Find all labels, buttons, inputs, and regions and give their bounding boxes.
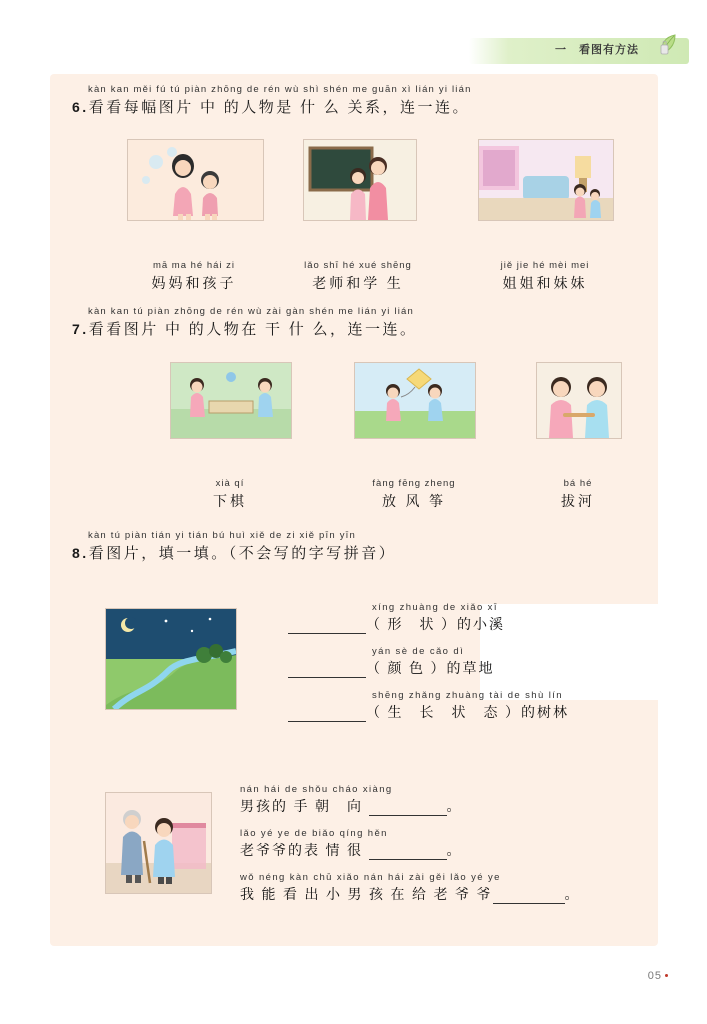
fill-row-forest [288,690,569,722]
answer-blank[interactable] [288,620,366,634]
fill-row-pinyin: lǎo yé ye de biǎo qíng hěn [240,828,388,839]
fill-row-stream [288,602,505,634]
answer-blank[interactable] [369,846,447,860]
fill-row-text: 老爷爷的表 情 很 [240,844,363,859]
chapter-title: 一 看图有方法 [555,44,639,56]
caption-teacher-and-student [278,260,438,293]
sister-and-sister-illustration [478,139,614,221]
answer-blank[interactable] [493,890,565,904]
caption-text: 老师和学 生 [312,277,404,292]
boy-helping-grandpa-illustration [105,792,212,894]
question-7 [72,306,644,339]
caption-pinyin: lǎo shī hé xué shēng [304,260,412,271]
fill-row-meadow [288,646,495,678]
page-number: 05 [647,970,662,982]
caption-text: 放 风 筝 [382,495,446,510]
fill-row-pinyin: nán hái de shǒu cháo xiàng [240,784,393,795]
fill-row-pinyin: wǒ néng kàn chū xiǎo nán hái zài gěi lǎo yé ye [240,872,501,883]
fill-row-pinyin: yán sè de cǎo dì [372,646,465,657]
answer-blank[interactable] [369,802,447,816]
question-7-pinyin: kàn kan tú piàn zhōng de rén wù zài gàn shén me lián yi lián [88,306,415,317]
fill-row-pinyin: xíng zhuàng de xiǎo xī [372,602,498,613]
question-7-text-line [72,318,644,339]
caption-text: 姐姐和妹妹 [502,277,588,292]
question-8-number: 8. [72,545,89,561]
caption-text: 下棋 [213,495,247,510]
fill-row-text: 男孩的 手 朝 向 [240,800,363,815]
fill-row-pinyin: shēng zhǎng zhuàng tài de shù lín [372,690,563,701]
fill-row-boy-hand [240,784,463,816]
page-whitespace-block [480,604,658,700]
page-dot-icon [665,974,668,977]
question-6-pinyin: kàn kan měi fú tú piàn zhōng de rén wù shì shén me guān xì lián yi lián [88,84,472,95]
fill-row-tail: 。 [564,888,581,903]
fill-row-text-line [240,884,581,904]
caption-sister-and-sister [465,260,625,293]
caption-pinyin: xià qí [215,478,245,489]
flying-kite-illustration [354,362,476,439]
question-6 [72,84,644,117]
answer-blank[interactable] [288,664,366,678]
caption-tug-of-war [498,478,658,511]
fill-row-text: （ 形 状 ）的小溪 [366,618,505,633]
tug-of-war-illustration [536,362,622,439]
question-8 [72,530,644,563]
mother-and-child-illustration [127,139,264,221]
caption-text: 妈妈和孩子 [151,277,237,292]
playing-chess-illustration [170,362,292,439]
fill-row-text: （ 生 长 状 态 ）的树林 [366,706,569,721]
stream-meadow-forest-illustration [105,608,237,710]
caption-flying-kite [334,478,494,511]
fill-row-text-line [288,702,569,722]
answer-blank[interactable] [288,708,366,722]
caption-mother-and-child [114,260,274,293]
question-7-text: 看看图片 中 的人物在 干 什 么，连一连。 [88,322,418,338]
caption-pinyin: fàng fēng zheng [372,478,456,489]
teacher-and-student-illustration [303,139,417,221]
fill-row-tail: 。 [446,844,463,859]
leaf-icon [655,32,681,58]
page-number-area [648,970,671,982]
question-8-text: 看图片，填一填。（不会写的字写拼音） [88,546,397,562]
caption-text: 拔河 [561,495,595,510]
question-6-text-line [72,96,644,117]
fill-row-text-line [240,796,463,816]
fill-row-text-line [288,658,495,678]
question-6-text: 看看每幅图片 中 的人物是 什 么 关系，连一连。 [88,100,470,116]
fill-row-text: 我 能 看 出 小 男 孩 在 给 老 爷 爷 [240,888,493,903]
caption-pinyin: jiě jie hé mèi mei [500,260,590,271]
fill-row-text: （ 颜 色 ）的草地 [366,662,495,677]
fill-row-boy-action [240,872,581,904]
question-8-pinyin: kàn tú piàn tián yi tián bú huì xiě de zi xiě pīn yīn [88,530,356,541]
question-6-number: 6. [72,99,89,115]
caption-pinyin: mā ma hé hái zi [152,260,236,271]
fill-row-text-line [240,840,463,860]
question-8-text-line [72,542,644,563]
caption-pinyin: bá hé [563,478,593,489]
fill-row-text-line [288,614,505,634]
caption-playing-chess [150,478,310,511]
fill-row-tail: 。 [446,800,463,815]
question-7-number: 7. [72,321,89,337]
fill-row-grandpa-expression [240,828,463,860]
exercise-panel [50,74,658,946]
